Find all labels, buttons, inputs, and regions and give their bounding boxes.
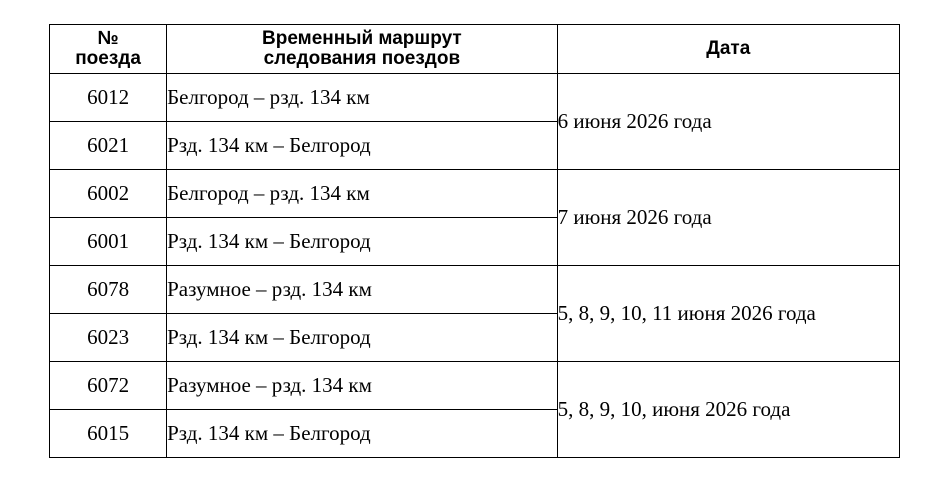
table-body [50,74,900,458]
train-route: Белгород – рзд. 134 км [167,170,557,218]
train-number: 6002 [50,170,167,218]
train-number: 6015 [50,410,167,458]
header-train-number-line1: № [97,28,119,49]
train-route: Разумное – рзд. 134 км [167,266,557,314]
train-route: Рзд. 134 км – Белгород [167,410,557,458]
table-header [50,25,900,74]
train-number: 6078 [50,266,167,314]
train-number: 6072 [50,362,167,410]
header-train-number-line2: поезда [75,48,141,69]
header-row [50,25,900,74]
train-number: 6012 [50,74,167,122]
train-route: Рзд. 134 км – Белгород [167,122,557,170]
train-schedule-table [49,24,900,458]
train-route: Белгород – рзд. 134 км [167,74,557,122]
header-route [167,25,557,74]
train-route: Рзд. 134 км – Белгород [167,218,557,266]
train-date: 5, 8, 9, 10, 11 июня 2026 года [557,266,899,362]
table-row [50,362,900,410]
table-row [50,74,900,122]
train-date: 5, 8, 9, 10, июня 2026 года [557,362,899,458]
header-train-number [50,25,167,74]
table-row [50,266,900,314]
train-date: 6 июня 2026 года [557,74,899,170]
train-number: 6021 [50,122,167,170]
header-date: Дата [557,25,899,74]
header-route-line1: Временный маршрут [262,28,462,49]
train-route: Рзд. 134 км – Белгород [167,314,557,362]
train-number: 6001 [50,218,167,266]
header-route-line2: следования поездов [263,48,461,69]
train-route: Разумное – рзд. 134 км [167,362,557,410]
train-date: 7 июня 2026 года [557,170,899,266]
train-number: 6023 [50,314,167,362]
table-row [50,170,900,218]
